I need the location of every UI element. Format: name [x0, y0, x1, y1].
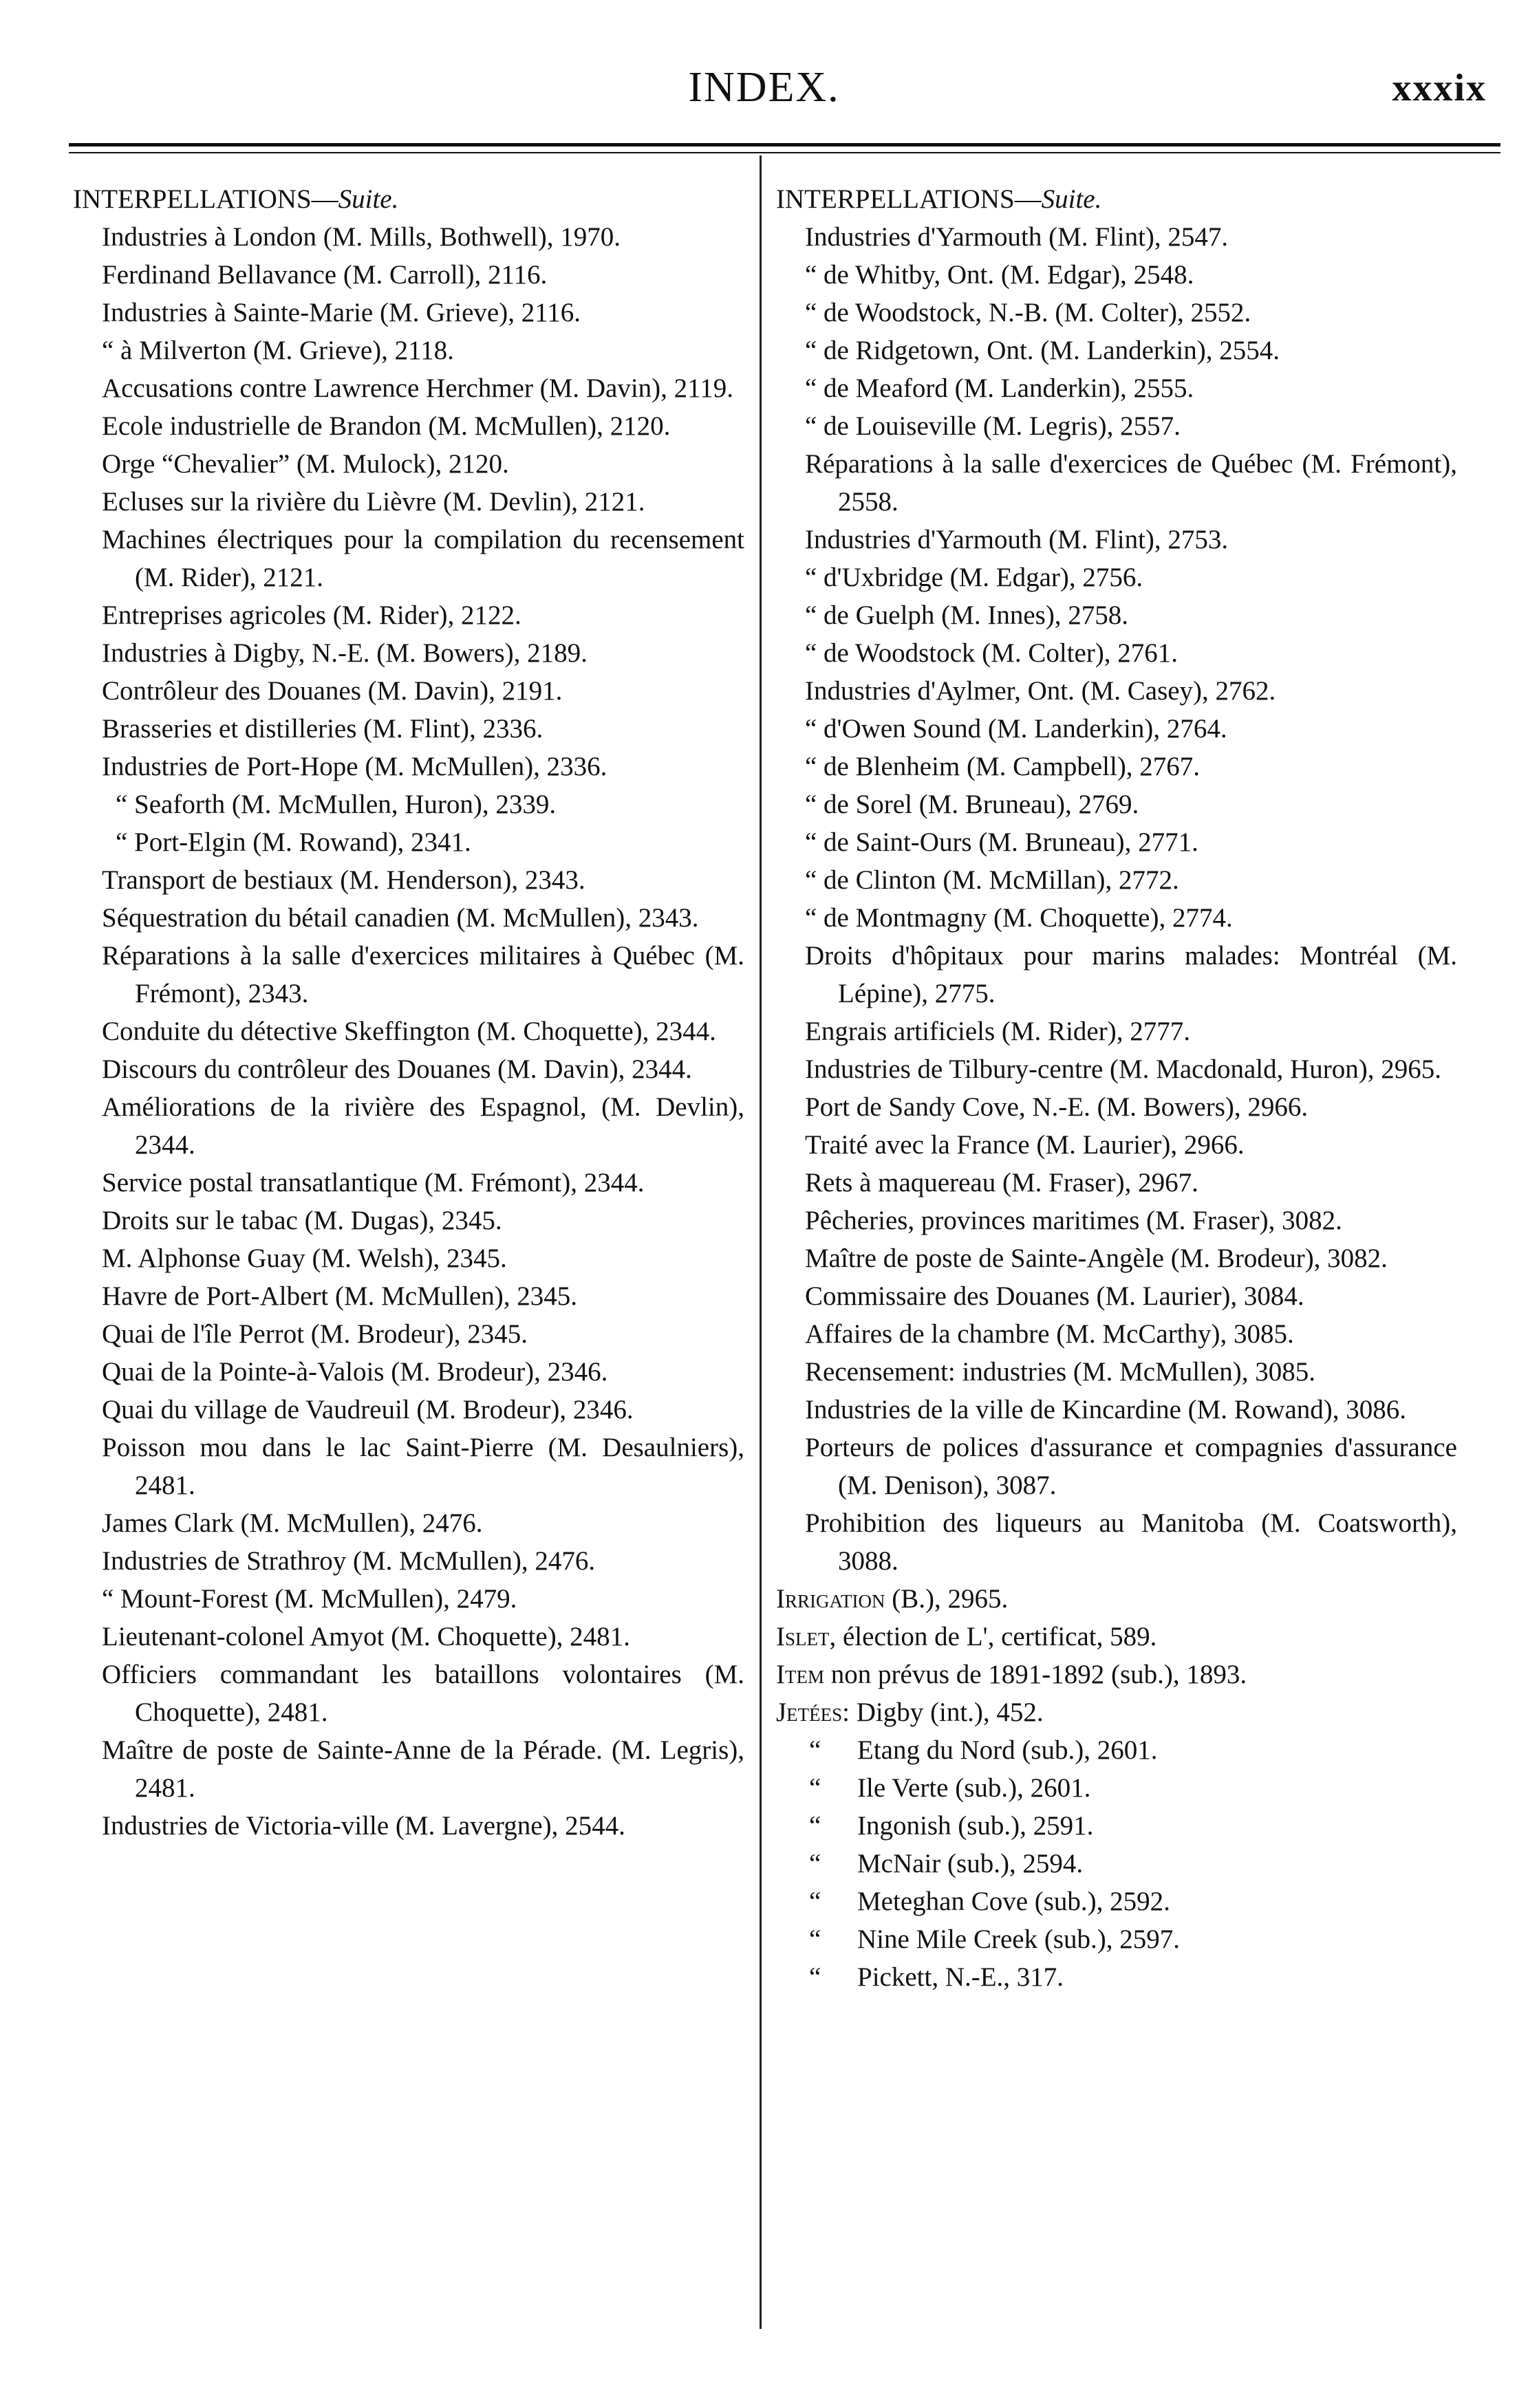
left-column	[73, 180, 744, 1845]
index-entry: Industries d'Aylmer, Ont. (M. Casey), 2762.	[805, 676, 1276, 706]
jetee-text: Etang du Nord (sub.), 2601.	[857, 1735, 1158, 1765]
index-entry: Ferdinand Bellavance (M. Carroll), 2116.	[102, 260, 548, 290]
jetee-entry	[776, 1958, 1457, 1996]
headword-rest: , élection de L', certificat, 589.	[829, 1622, 1157, 1651]
index-entry: “ de Clinton (M. McMillan), 2772.	[805, 865, 1179, 895]
column-heading	[73, 180, 744, 218]
index-entry: Discours du contrôleur des Douanes (M. Davin), 2344.	[102, 1054, 692, 1084]
index-entry: Accusations contre Lawrence Herchmer (M. Davin), 2119.	[102, 373, 733, 403]
index-entry: “ de Meaford (M. Landerkin), 2555.	[805, 373, 1194, 403]
index-entry: Orge “Chevalier” (M. Mulock), 2120.	[102, 449, 509, 479]
index-entry: Maître de poste de Sainte-Anne de la Pérade. (M. Legris), 2481.	[102, 1735, 744, 1803]
index-entry: “ de Woodstock, N.-B. (M. Colter), 2552.	[805, 298, 1251, 327]
ditto-mark: “	[809, 1887, 821, 1916]
page-title: INDEX.	[688, 64, 840, 111]
heading-suffix: Suite.	[338, 184, 399, 214]
jetee-text: Nine Mile Creek (sub.), 2597.	[857, 1924, 1180, 1954]
index-entry: Commissaire des Douanes (M. Laurier), 3084.	[805, 1281, 1304, 1311]
headword: Jetées	[776, 1697, 843, 1727]
index-entry: Droits d'hôpitaux pour marins malades: Montréal (M. Lépine), 2775.	[805, 941, 1457, 1008]
headword: Irrigation	[776, 1584, 885, 1614]
index-entry: “ de Ridgetown, Ont. (M. Landerkin), 2554.	[805, 336, 1280, 365]
ditto-mark: “	[809, 1811, 821, 1841]
ditto-mark: “	[809, 1962, 821, 1992]
index-entry: James Clark (M. McMullen), 2476.	[102, 1508, 483, 1538]
index-entry: “ de Guelph (M. Innes), 2758.	[805, 600, 1129, 630]
page-header	[0, 50, 1528, 118]
index-entry: “ de Montmagny (M. Choquette), 2774.	[805, 903, 1233, 933]
jetee-text: Ingonish (sub.), 2591.	[857, 1811, 1094, 1841]
index-entry: Conduite du détective Skeffington (M. Choquette), 2344.	[102, 1017, 716, 1046]
heading-main: INTERPELLATIONS—	[776, 184, 1042, 214]
index-entry: Rets à maquereau (M. Fraser), 2967.	[805, 1168, 1198, 1197]
index-entry: Industries à Sainte-Marie (M. Grieve), 2116.	[102, 298, 581, 327]
ditto-mark: “	[809, 1735, 821, 1765]
jetee-entry	[776, 1883, 1457, 1920]
index-entry: Pêcheries, provinces maritimes (M. Fraser), 3082.	[805, 1206, 1342, 1235]
column-divider	[760, 155, 762, 2329]
jetee-entry	[776, 1807, 1457, 1845]
header-rule-thick	[69, 143, 1500, 147]
index-entry: Lieutenant-colonel Amyot (M. Choquette), 2481.	[102, 1622, 630, 1651]
index-entry: “ d'Owen Sound (M. Landerkin), 2764.	[805, 714, 1227, 744]
index-entry: Industries de Tilbury-centre (M. Macdonald, Huron), 2965.	[805, 1054, 1442, 1084]
ditto-mark: “	[809, 1773, 821, 1803]
headword-entry	[776, 1693, 1457, 1731]
headword: Islet	[776, 1622, 830, 1651]
index-entry: Porteurs de polices d'assurance et compagnies d'assurance (M. Denison), 3087.	[805, 1433, 1457, 1500]
page-number: xxxix	[1392, 67, 1487, 109]
index-entry: “ de Sorel (M. Bruneau), 2769.	[805, 790, 1139, 819]
index-entry: Améliorations de la rivière des Espagnol, (M. Devlin), 2344.	[102, 1092, 744, 1160]
jetee-entry	[776, 1845, 1457, 1883]
ditto-mark: “	[809, 1924, 821, 1954]
index-entry: Officiers commandant les bataillons volontaires (M. Choquette), 2481.	[102, 1660, 744, 1727]
index-entry: “ Mount-Forest (M. McMullen), 2479.	[102, 1584, 517, 1614]
index-entry: Industries d'Yarmouth (M. Flint), 2753.	[805, 525, 1229, 554]
index-entry: M. Alphonse Guay (M. Welsh), 2345.	[102, 1244, 507, 1273]
index-entry: Quai de l'île Perrot (M. Brodeur), 2345.	[102, 1319, 528, 1349]
index-entry: Industries à Digby, N.-E. (M. Bowers), 2189.	[102, 638, 588, 668]
jetee-entry	[776, 1731, 1457, 1769]
index-entry: Entreprises agricoles (M. Rider), 2122.	[102, 600, 521, 630]
index-entry: Droits sur le tabac (M. Dugas), 2345.	[102, 1206, 502, 1235]
headword-entry	[776, 1656, 1457, 1693]
headword-rest: (B.), 2965.	[885, 1584, 1009, 1614]
index-entry: Contrôleur des Douanes (M. Davin), 2191.	[102, 676, 563, 706]
index-entry: Transport de bestiaux (M. Henderson), 2343.	[102, 865, 585, 895]
index-entry: “ à Milverton (M. Grieve), 2118.	[102, 336, 454, 365]
headword: Item	[776, 1660, 824, 1689]
headword-rest: : Digby (int.), 452.	[842, 1697, 1044, 1727]
index-entry: Maître de poste de Sainte-Angèle (M. Brodeur), 3082.	[805, 1244, 1388, 1273]
index-entry: “ Port-Elgin (M. Rowand), 2341.	[116, 827, 471, 857]
column-heading	[776, 180, 1457, 218]
header-rule-thin	[69, 152, 1500, 153]
index-entry: “ de Blenheim (M. Campbell), 2767.	[805, 752, 1201, 781]
index-entry: Quai de la Pointe-à-Valois (M. Brodeur), 2346.	[102, 1357, 608, 1387]
right-column	[776, 180, 1457, 1996]
jetee-entry	[776, 1769, 1457, 1807]
headword-rest: non prévus de 1891-1892 (sub.), 1893.	[824, 1660, 1247, 1689]
index-entry: Engrais artificiels (M. Rider), 2777.	[805, 1017, 1190, 1046]
index-entry: Industries de la ville de Kincardine (M. Rowand), 3086.	[805, 1395, 1407, 1424]
index-entry: Industries de Port-Hope (M. McMullen), 2336.	[102, 752, 607, 781]
index-entry: “ Seaforth (M. McMullen, Huron), 2339.	[116, 790, 557, 819]
index-entry: Réparations à la salle d'exercices de Québec (M. Frémont), 2558.	[805, 449, 1457, 517]
index-entry: Quai du village de Vaudreuil (M. Brodeur), 2346.	[102, 1395, 634, 1424]
jetee-text: Ile Verte (sub.), 2601.	[857, 1773, 1091, 1803]
index-entry: Ecole industrielle de Brandon (M. McMullen), 2120.	[102, 411, 671, 441]
index-entry: “ de Louiseville (M. Legris), 2557.	[805, 411, 1181, 441]
jetee-text: McNair (sub.), 2594.	[857, 1849, 1084, 1878]
index-entry: Séquestration du bétail canadien (M. McMullen), 2343.	[102, 903, 699, 933]
index-entry: Traité avec la France (M. Laurier), 2966.	[805, 1130, 1245, 1160]
headword-entry	[776, 1618, 1457, 1656]
index-entry: Brasseries et distilleries (M. Flint), 2336.	[102, 714, 544, 744]
index-entry: “ d'Uxbridge (M. Edgar), 2756.	[805, 563, 1143, 592]
ditto-mark: “	[809, 1849, 821, 1878]
index-entry: Industries de Victoria-ville (M. Lavergne), 2544.	[102, 1811, 625, 1841]
index-entry: Poisson mou dans le lac Saint-Pierre (M. Desaulniers), 2481.	[102, 1433, 744, 1500]
index-entry: Havre de Port-Albert (M. McMullen), 2345.	[102, 1281, 578, 1311]
jetee-text: Pickett, N.-E., 317.	[857, 1962, 1064, 1992]
index-entry: Industries d'Yarmouth (M. Flint), 2547.	[805, 222, 1229, 252]
index-entry: “ de Whitby, Ont. (M. Edgar), 2548.	[805, 260, 1194, 290]
index-entry: Recensement: industries (M. McMullen), 3085.	[805, 1357, 1315, 1387]
index-entry: Service postal transatlantique (M. Frémont), 2344.	[102, 1168, 645, 1197]
index-entry: Machines électriques pour la compilation du recensement (M. Rider), 2121.	[102, 525, 744, 592]
index-entry: “ de Saint-Ours (M. Bruneau), 2771.	[805, 827, 1198, 857]
headword-entry	[776, 1580, 1457, 1618]
jetee-entry	[776, 1920, 1457, 1958]
index-entry: Réparations à la salle d'exercices militaires à Québec (M. Frémont), 2343.	[102, 941, 744, 1008]
index-entry: Industries de Strathroy (M. McMullen), 2476.	[102, 1546, 596, 1576]
jetee-text: Meteghan Cove (sub.), 2592.	[857, 1887, 1170, 1916]
heading-suffix: Suite.	[1041, 184, 1102, 214]
index-entry: Port de Sandy Cove, N.-E. (M. Bowers), 2966.	[805, 1092, 1309, 1122]
index-entry: “ de Woodstock (M. Colter), 2761.	[805, 638, 1179, 668]
heading-main: INTERPELLATIONS—	[73, 184, 338, 214]
index-entry: Affaires de la chambre (M. McCarthy), 3085.	[805, 1319, 1294, 1349]
index-entry: Prohibition des liqueurs au Manitoba (M. Coatsworth), 3088.	[805, 1508, 1457, 1576]
index-entry: Industries à London (M. Mills, Bothwell), 1970.	[102, 222, 621, 252]
index-entry: Ecluses sur la rivière du Lièvre (M. Devlin), 2121.	[102, 487, 645, 517]
